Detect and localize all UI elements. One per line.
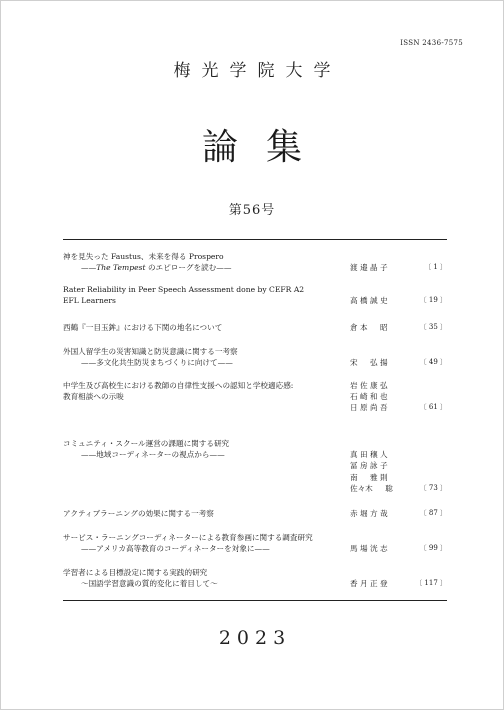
toc-entry-title: 学習者による目標設定に関する実践的研究 — [63, 568, 208, 577]
author-name: 宋 弘 揚 — [350, 358, 388, 368]
page-reference: 〔 117 〕 — [415, 579, 447, 588]
author-name: 岩 佐 康 弘 — [350, 381, 388, 390]
toc-entry[interactable] — [63, 346, 447, 368]
toc-entry-authors — [350, 322, 447, 333]
bottom-rule — [63, 600, 447, 601]
author-name: 渡 邉 晶 子 — [350, 263, 388, 273]
author-name: 真 田 穣 人 — [350, 450, 388, 460]
author-name: 香 月 正 登 — [350, 579, 388, 589]
toc-entry-subtitle: ——地域コーディネーターの視点から—— — [81, 450, 225, 460]
author-name: 赤 堀 方 哉 — [350, 509, 388, 518]
toc-entry-authors — [350, 251, 447, 273]
toc-entry-title: コミュニティ・スクール運営の課題に関する研究 — [63, 439, 230, 448]
author-name: 馬 場 洸 志 — [350, 544, 388, 554]
page-reference: 〔 19 〕 — [419, 296, 447, 305]
toc-entry[interactable] — [63, 284, 447, 306]
toc-entry-title: サービス・ラーニングコーディネーターによる教育参画に関する調査研究 — [63, 533, 313, 542]
toc-entry-authors — [350, 380, 447, 414]
toc-entry-title: 中学生及び高校生における教師の自律性支援への認知と学校適応感: — [63, 381, 294, 390]
toc-entry-subtitle: ——多文化共生防災まちづくりに向けて—— — [81, 358, 233, 368]
page-reference: 〔 99 〕 — [419, 544, 447, 553]
university-name: 梅光学院大学 — [173, 61, 342, 81]
toc-entry[interactable] — [63, 567, 447, 589]
toc-entry-authors — [350, 346, 447, 368]
page-reference: 〔 61 〕 — [419, 403, 447, 412]
author-name: 冨 房 詠 子 — [350, 461, 388, 471]
toc-entry-title: 西鶴『一目玉鉾』における下関の地名について — [63, 323, 223, 332]
toc-entry-title: EFL Learners — [63, 296, 116, 306]
toc-entry[interactable] — [63, 380, 447, 413]
author-name: 佐々木 聡 — [350, 483, 393, 493]
issn-number: ISSN 2436-7575 — [400, 39, 463, 47]
toc-entry[interactable] — [63, 251, 447, 273]
toc-entry-authors — [350, 438, 447, 494]
author-name: 石 崎 和 也 — [350, 392, 388, 402]
author-name: 倉 本 昭 — [350, 323, 388, 332]
toc-entry[interactable] — [63, 322, 447, 333]
toc-entry-subtitle: ——アメリカ高等教育のコーディネーターを対象に—— — [81, 544, 270, 554]
toc-entry-title: アクティブラーニングの効果に関する一考察 — [63, 509, 214, 518]
journal-title: 論集 — [201, 127, 330, 168]
publication-year: 2023 — [218, 627, 292, 649]
toc-entry-title: Rater Reliability in Peer Speech Assessment done by CEFR A2 — [63, 285, 305, 294]
toc-entry-subtitle: 〜国語学習意識の質的変化に着目して〜 — [81, 579, 218, 589]
toc-entry-subtitle: ——The Tempest のエピローグを読む—— — [81, 263, 232, 273]
toc-entry-authors — [350, 508, 447, 519]
toc-entry[interactable] — [63, 532, 447, 554]
toc-entry[interactable] — [63, 508, 447, 519]
toc-entry-title: 神を見失った Faustus、未来を得る Prospero — [63, 252, 224, 261]
toc-entry-title: 外国人留学生の災害知識と防災意識に関する一考察 — [63, 347, 238, 356]
author-name: 南 雅 則 — [350, 472, 388, 482]
toc-entry-authors — [350, 567, 447, 589]
author-name: 日 原 尚 吾 — [350, 403, 388, 413]
issue-number: 第56号 — [228, 203, 276, 218]
page-reference: 〔 49 〕 — [419, 358, 447, 367]
page-reference: 〔 35 〕 — [419, 323, 447, 331]
toc-entry[interactable] — [63, 438, 447, 493]
toc-entry-authors — [350, 284, 447, 306]
top-rule — [63, 239, 447, 240]
page-reference: 〔 87 〕 — [419, 509, 447, 517]
toc-entry-authors — [350, 532, 447, 554]
author-name: 高 橋 誠 史 — [350, 296, 388, 306]
page-reference: 〔 73 〕 — [419, 483, 447, 492]
page-reference: 〔 1 〕 — [424, 263, 447, 272]
toc-entry-title: 教育相談への示唆 — [63, 392, 124, 402]
